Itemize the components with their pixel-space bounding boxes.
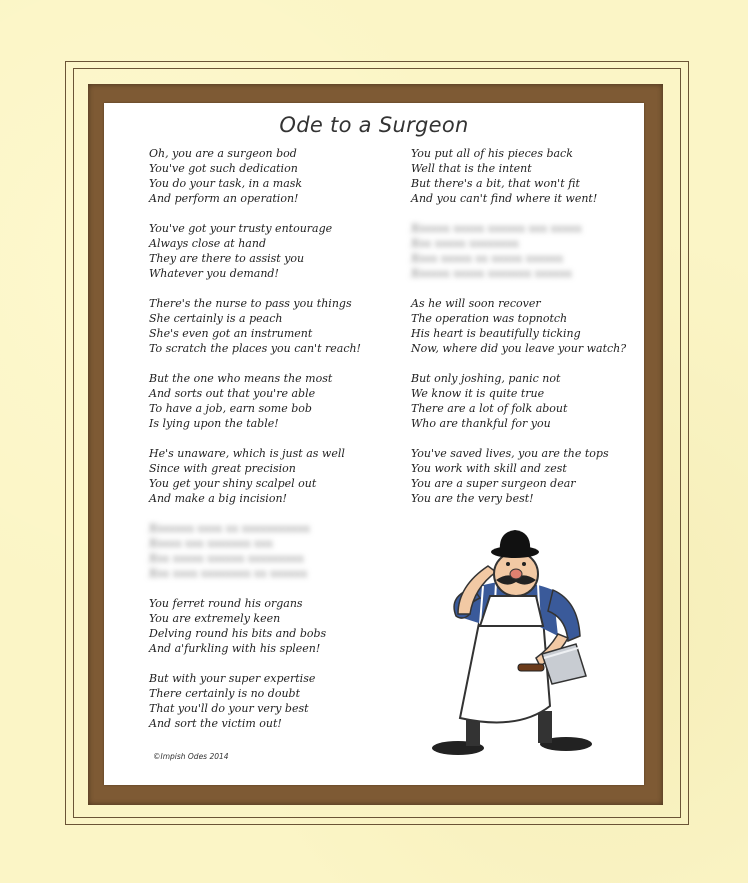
poem-stanza bbox=[411, 296, 641, 356]
poem-line: Always close at hand bbox=[149, 237, 266, 250]
poem-line: He's unaware, which is just as well bbox=[149, 447, 345, 460]
poem-line: His heart is beautifully ticking bbox=[411, 327, 581, 340]
poem-line: To have a job, earn some bob bbox=[149, 402, 312, 415]
poem-line: There certainly is no doubt bbox=[149, 687, 301, 700]
poem-line: That you'll do your very best bbox=[149, 702, 309, 715]
poem-line: She's even got an instrument bbox=[149, 327, 313, 340]
poem-line: Well that is the intent bbox=[411, 162, 532, 175]
poem-line: And sort the victim out! bbox=[149, 717, 282, 730]
blurred-stanza bbox=[411, 221, 641, 281]
copyright-notice: ©Impish Odes 2014 bbox=[153, 752, 229, 761]
poem-line: And sorts out that you're able bbox=[149, 387, 316, 400]
poem-line: Who are thankful for you bbox=[411, 417, 551, 430]
poem-line: We know it is quite true bbox=[411, 387, 545, 400]
poem-line: But with your super expertise bbox=[149, 672, 316, 685]
poem-line: To scratch the places you can't reach! bbox=[149, 342, 361, 355]
poem-title: Ode to a Surgeon bbox=[279, 113, 469, 137]
poem-line: You are the very best! bbox=[411, 492, 534, 505]
poem-line: You do your task, in a mask bbox=[149, 177, 303, 190]
poem-line: Xxx xxxxx xxxxxxxx bbox=[411, 237, 519, 250]
poem-stanza bbox=[149, 446, 389, 506]
poem-line: But there's a bit, that won't fit bbox=[411, 177, 580, 190]
poem-line: She certainly is a peach bbox=[149, 312, 283, 325]
poem-stanza bbox=[149, 371, 389, 431]
poem-line: Oh, you are a surgeon bod bbox=[149, 147, 297, 160]
poem-line: And perform an operation! bbox=[149, 192, 299, 205]
poem-line: The operation was topnotch bbox=[411, 312, 568, 325]
poem-line: You ferret round his organs bbox=[149, 597, 303, 610]
poem-line: Xxx xxxx xxxxxxxx xx xxxxxx bbox=[149, 567, 308, 580]
poem-line: You are a super surgeon dear bbox=[411, 477, 576, 490]
poem-line: Xxxx xxxxx xx xxxxx xxxxxx bbox=[411, 252, 564, 265]
poem-line: You get your shiny scalpel out bbox=[149, 477, 317, 490]
poem-line: And make a big incision! bbox=[149, 492, 287, 505]
poem-line: But the one who means the most bbox=[149, 372, 333, 385]
poem-line: They are there to assist you bbox=[149, 252, 305, 265]
poem-line: Xxxxx xxx xxxxxxx xxx bbox=[149, 537, 273, 550]
poem-left-column bbox=[149, 146, 389, 746]
poem-line: Xxx xxxxx xxxxxx xxxxxxxxx bbox=[149, 552, 304, 565]
poem-stanza bbox=[411, 371, 641, 431]
poem-line: You've got such dedication bbox=[149, 162, 298, 175]
poem-line: And you can't find where it went! bbox=[411, 192, 598, 205]
poem-line: There's the nurse to pass you things bbox=[149, 297, 352, 310]
poem-line: Xxxxxxx xxxx xx xxxxxxxxxxx bbox=[149, 522, 311, 535]
poem-line: You've saved lives, you are the tops bbox=[411, 447, 609, 460]
poem-line: And a'furkling with his spleen! bbox=[149, 642, 321, 655]
poem-line: Since with great precision bbox=[149, 462, 296, 475]
blurred-stanza bbox=[149, 521, 389, 581]
poem-line: You work with skill and zest bbox=[411, 462, 567, 475]
poem-line: Xxxxxx xxxxx xxxxxx xxx xxxxx bbox=[411, 222, 582, 235]
poem-stanza bbox=[149, 221, 389, 281]
poem-line: Whatever you demand! bbox=[149, 267, 279, 280]
poem-line: As he will soon recover bbox=[411, 297, 541, 310]
surgeon-cartoon-illustration bbox=[418, 526, 618, 761]
poem-stanza bbox=[411, 446, 641, 506]
poem-line: You've got your trusty entourage bbox=[149, 222, 333, 235]
poem-stanza bbox=[149, 146, 389, 206]
poem-stanza bbox=[149, 671, 389, 731]
poem-line: You put all of his pieces back bbox=[411, 147, 573, 160]
poem-line: But only joshing, panic not bbox=[411, 372, 561, 385]
poem-line: There are a lot of folk about bbox=[411, 402, 568, 415]
poem-stanza bbox=[411, 146, 641, 206]
poem-stanza bbox=[149, 296, 389, 356]
poem-line: Delving round his bits and bobs bbox=[149, 627, 327, 640]
poem-line: Now, where did you leave your watch? bbox=[411, 342, 627, 355]
poem-line: Xxxxxx xxxxx xxxxxxx xxxxxx bbox=[411, 267, 573, 280]
poem-line: You are extremely keen bbox=[149, 612, 281, 625]
poem-right-column bbox=[411, 146, 641, 521]
poem-line: Is lying upon the table! bbox=[149, 417, 279, 430]
poem-stanza bbox=[149, 596, 389, 656]
